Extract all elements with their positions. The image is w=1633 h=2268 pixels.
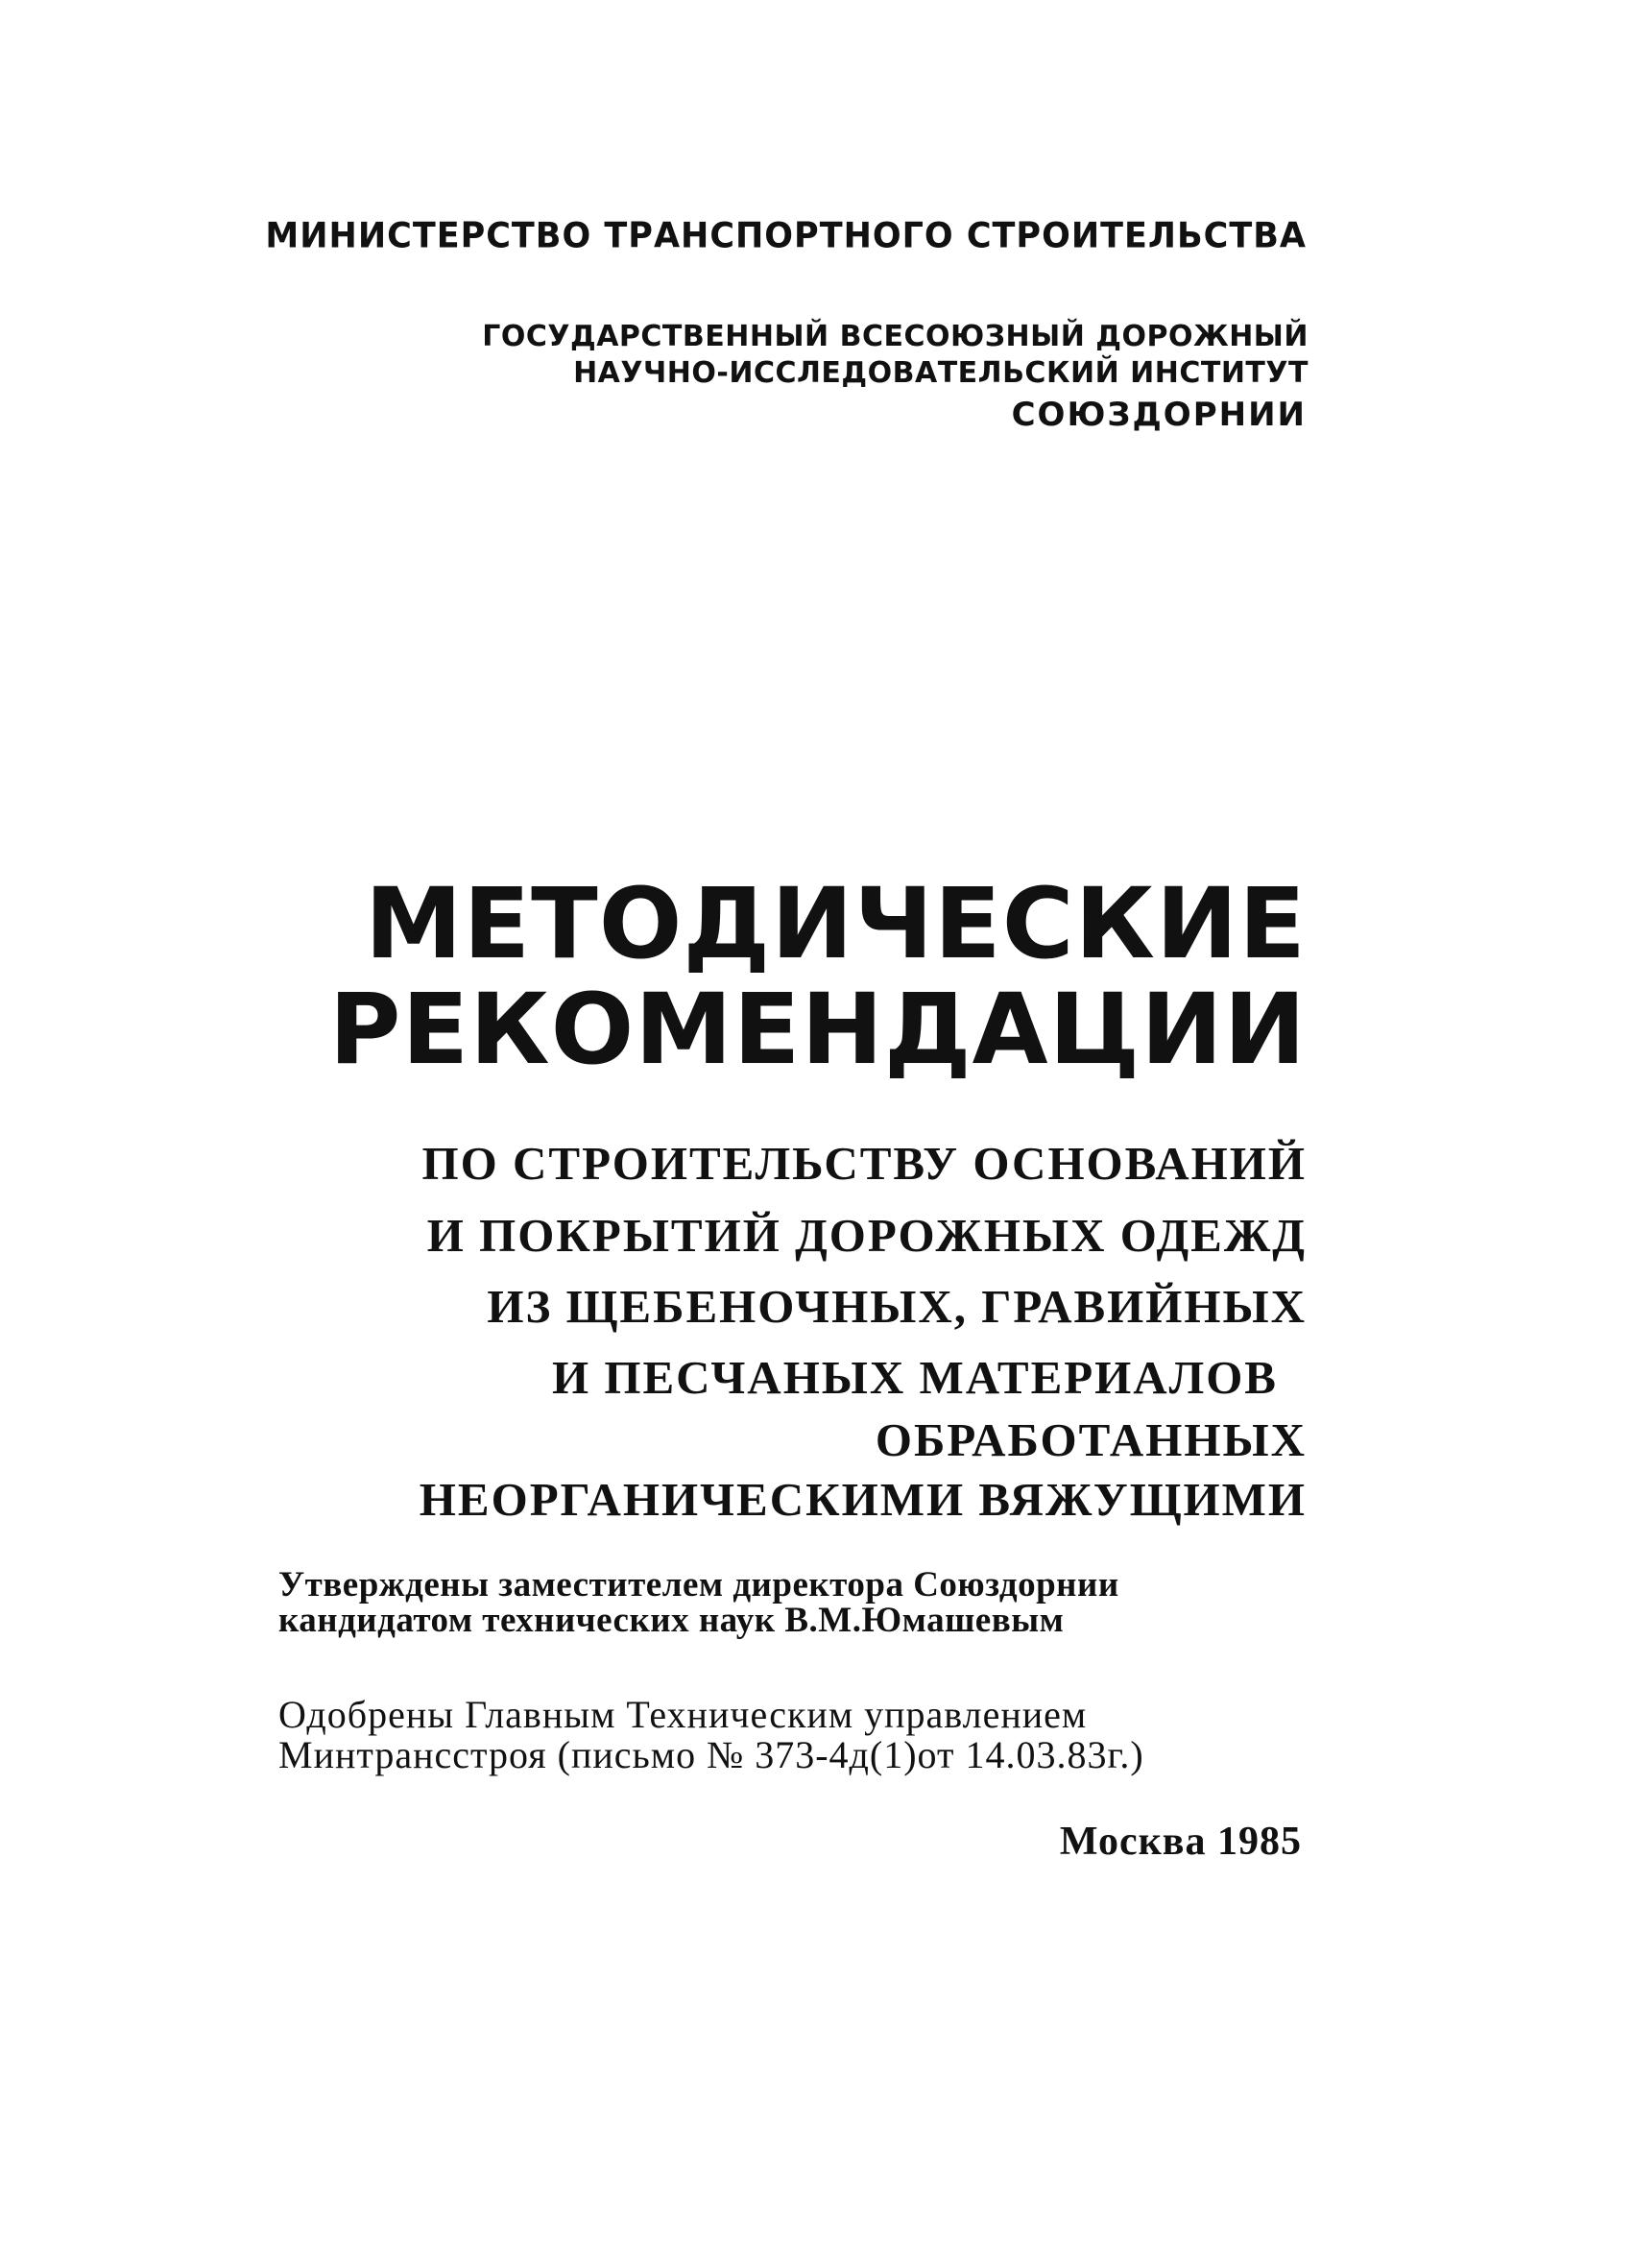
subtitle-line: И ПОКРЫТИЙ ДОРОЖНЫХ ОДЕЖД — [426, 1209, 1307, 1262]
subtitle-line: НЕОРГАНИЧЕСКИМИ ВЯЖУЩИМИ — [419, 1473, 1307, 1526]
document-title-line-1: МЕТОДИЧЕСКИЕ — [364, 867, 1307, 981]
subtitle-line: ПО СТРОИТЕЛЬСТВУ ОСНОВАНИЙ — [421, 1137, 1307, 1190]
imprint-city-year: Москва 1985 — [1059, 1820, 1302, 1864]
subtitle-line: И ПЕСЧАНЫХ МАТЕРИАЛОВ — [552, 1351, 1278, 1404]
approval-line-1: Утверждены заместителем директора Союздорнии — [278, 1565, 1119, 1604]
endorsement-line-2: Минтрансстроя (письмо № 373-4д(1)от 14.03.83г.) — [278, 1733, 1144, 1776]
subtitle-line: ИЗ ЩЕБЕНОЧНЫХ, ГРАВИЙНЫХ — [487, 1280, 1307, 1333]
institute-line-1: ГОСУДАРСТВЕННЫЙ ВСЕСОЮЗНЫЙ ДОРОЖНЫЙ — [482, 320, 1309, 353]
subtitle-line: ОБРАБОТАННЫХ — [875, 1413, 1307, 1466]
institute-name: СОЮЗДОРНИИ — [1011, 396, 1307, 434]
ministry-name: МИНИСТЕРСТВО ТРАНСПОРТНОГО СТРОИТЕЛЬСТВА — [265, 216, 1307, 256]
institute-line-2: НАУЧНО-ИССЛЕДОВАТЕЛЬСКИЙ ИНСТИТУТ — [573, 356, 1309, 390]
document-title-line-2: РЕКОМЕНДАЦИИ — [328, 973, 1307, 1087]
endorsement-line-1: Одобрены Главным Техническим управлением — [278, 1693, 1088, 1736]
approval-line-2: кандидатом технических наук В.М.Юмашевым — [278, 1601, 1065, 1640]
